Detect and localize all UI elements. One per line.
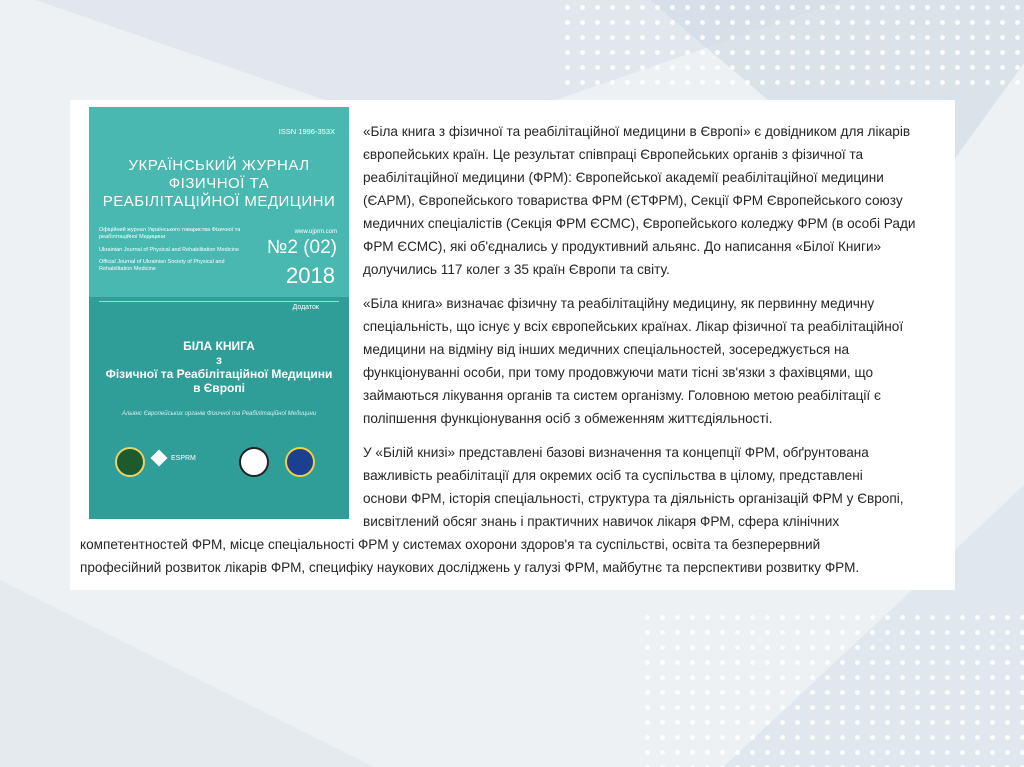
- esprm-logo-icon: [151, 450, 168, 467]
- white-book-title-line: з: [216, 353, 222, 367]
- academy-logo-icon: [115, 447, 145, 477]
- journal-url: www.ujprm.com: [294, 229, 337, 235]
- paragraph-line: функціонуванні особи, при тому продовжуючи мати тісні зв'язки з фахівцями, що: [363, 365, 874, 380]
- paragraph-line: «Біла книга з фізичної та реабілітаційної медицини в Європі» є довідником для лікарів: [363, 124, 911, 139]
- paragraph-line: професійний розвиток лікарів ФРМ, специфіку наукових досліджень у галузі ФРМ, майбутнє та перспективи розвитку ФРМ.: [80, 560, 860, 575]
- society-logo-icon: [239, 447, 269, 477]
- dot-pattern: [560, 0, 1024, 95]
- issue-number: №2 (02): [266, 237, 337, 258]
- journal-official-en: Official Journal of Ukrainian Society of Physical and Rehabilitation Medicine: [99, 259, 225, 272]
- paragraph-line: долучились 117 колег з 35 країн Європи та світу.: [363, 262, 670, 277]
- alliance-caption: Альянс Європейських органів Фізичної та Реабілітаційної Медицини: [121, 411, 317, 417]
- paragraph-line: У «Білій книзі» представлені базові визначення та концепції ФРМ, обґрунтована: [363, 445, 869, 460]
- paragraph-line: займаються лікування органів та систем організму. Головною метою реабілітації є: [363, 388, 881, 403]
- paragraph-line: компетентностей ФРМ, місце спеціальності ФРМ у системах охорони здоров'я та суспільстві, освіта та безперервний: [80, 537, 821, 552]
- book-cover-image: [89, 107, 349, 519]
- white-book-title-line: БІЛА КНИГА: [183, 339, 255, 353]
- uems-logo-icon: [285, 447, 315, 477]
- journal-english-title: Ukrainian Journal of Physical and Rehabilitation Medicine: [99, 247, 240, 253]
- paragraph-line: висвітлений обсяг знань і практичних навичок лікаря ФРМ, сфера клінічних: [363, 514, 840, 529]
- paragraph-line: спеціальність, що існує у всіх європейських країнах. Лікар фізичної та реабілітаційної: [363, 319, 904, 334]
- paragraph-line: поліпшення функціонування осіб з обмеженням життєдіяльності.: [363, 411, 773, 426]
- paragraph-line: «Біла книга» визначає фізичну та реабілітаційну медицину, як первинну медичну: [363, 296, 875, 311]
- esprm-logo-text: ESPRM: [171, 455, 196, 462]
- paragraph-line: ФРМ ЄСМС), які об'єднались у продуктивний альянс. До написання «Білої Книги»: [363, 239, 882, 254]
- white-book-title: [89, 339, 349, 395]
- paragraph-line: важливість реабілітації для окремих осіб та суспільства в цілому, представлені: [363, 468, 863, 483]
- white-book-title-line: в Європі: [193, 381, 245, 395]
- paragraph-line: медичних спеціалістів (Секція ФРМ ЄСМС), Європейського коледжу ФРМ (в особі Ради: [363, 216, 916, 231]
- paragraph-line: медицини на відміну від інших медичних спеціальностей, зосереджується на: [363, 342, 850, 357]
- paragraph-line: основи ФРМ, історія спеціальності, структура та діяльність організацій ФРМ у Європі,: [363, 491, 904, 506]
- white-book-title-line: Фізичної та Реабілітаційної Медицини: [105, 367, 333, 381]
- bg-shape: [0, 560, 420, 767]
- cover-divider: [99, 301, 339, 302]
- dot-pattern: [640, 610, 1024, 767]
- issue-year: 2018: [286, 263, 335, 288]
- supplement-label: Додаток: [292, 304, 319, 311]
- issn-label: ISSN 1996-353X: [278, 127, 335, 136]
- paragraph-line: реабілітаційної медицини (ФРМ): Європейської академії реабілітаційної медицини: [363, 170, 884, 185]
- paragraph-line: (ЄАРМ), Європейського товариства ФРМ (ЄТФРМ), Секції ФРМ Європейського союзу: [363, 193, 903, 208]
- journal-official-ua: Офіційний журнал Українського товариства Фізичної та реабілітаційної Медицини: [99, 227, 241, 240]
- journal-title: УКРАЇНСЬКИЙ ЖУРНАЛ ФІЗИЧНОЇ ТА РЕАБІЛІТАЦІЙНОЇ МЕДИЦИНИ: [102, 157, 336, 210]
- paragraph-line: європейських країн. Це результат співпраці Європейських органів з фізичної та: [363, 147, 864, 162]
